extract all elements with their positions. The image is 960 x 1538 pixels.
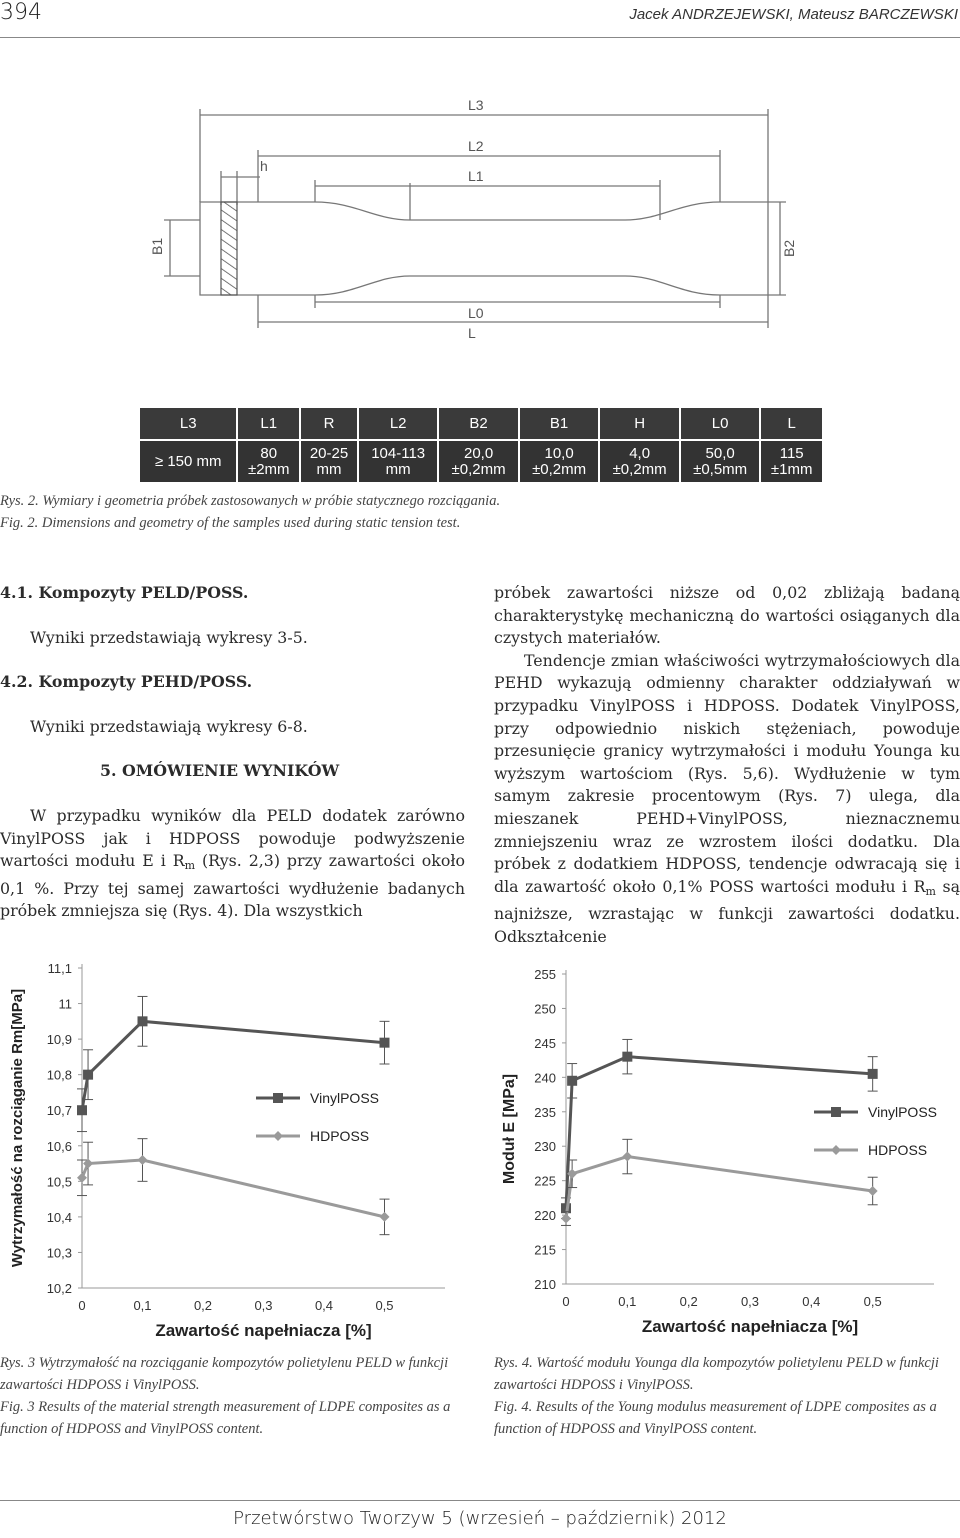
x-axis-label: Zawartość napełniacza [%] [641,1317,859,1336]
x-tick-label: 0,1 [618,1294,637,1309]
y-tick-label: 10,8 [46,1067,72,1083]
sample-geometry-drawing [140,95,810,355]
section-5-heading: 5. OMÓWIENIE WYNIKÓW [100,761,340,781]
data-point [380,1212,390,1222]
right-paragraph-1: próbek zawartości niższe od 0,02 zbliżają badaną charakterystykę mechaniczną do wartości osiąganych dla czystych materiałów. [494,583,960,648]
x-tick-label: 0,4 [802,1294,821,1309]
legend-label: HDPOSS [868,1142,928,1158]
section-4-1-heading: 4.1. Kompozyty PELD/POSS. [0,583,249,602]
running-header-authors: Jacek ANDRZEJEWSKI, Mateusz BARCZEWSKI [629,6,958,23]
y-tick-label: 10,7 [46,1103,72,1119]
table-header: B2 [438,407,519,440]
fig4-caption-pl: Rys. 4. Wartość modułu Younga dla kompozytów polietylenu PELD w funkcji zawartości HDPOSS i VinylPOSS. [494,1355,939,1393]
label-b1: B1 [149,237,165,255]
fig4-caption [494,1352,960,1440]
fig3-caption-en: Fig. 3 Results of the material strength measurement of LDPE composites as a function of HDPOSS and VinylPOSS content. [0,1399,451,1437]
table-cell: 115 ±1mm [760,440,823,483]
y-tick-label: 10,4 [46,1209,72,1225]
legend-marker [831,1107,841,1117]
data-point [622,1152,632,1162]
table-header: L0 [680,407,761,440]
section-4-2-heading: 4.2. Kompozyty PEHD/POSS. [0,672,253,692]
modulus-chart [494,958,960,1348]
legend-marker [273,1093,283,1103]
x-axis-label: Zawartość napełniacza [%] [155,1321,372,1340]
x-tick-label: 0,1 [133,1298,152,1313]
y-tick-label: 215 [534,1242,556,1258]
left-column [0,582,465,923]
data-point [83,1070,93,1080]
y-tick-label: 255 [534,967,556,982]
data-point [622,1052,632,1062]
label-l2: L2 [468,138,484,154]
data-point [567,1076,577,1086]
data-point [380,1038,390,1048]
header-rule [0,37,960,38]
series-line-hdposs [566,1157,873,1219]
table-header-row [139,407,823,440]
fig4-caption-en: Fig. 4. Results of the Young modulus measurement of LDPE composites as a function of HDPOSS and VinylPOSS content. [494,1399,937,1437]
table-header: L1 [237,407,300,440]
table-header: L2 [358,407,438,440]
fig2-caption-en: Fig. 2. Dimensions and geometry of the samples used during static tension test. [0,515,461,531]
y-tick-label: 240 [534,1070,556,1086]
section-4-2-text: Wyniki przedstawiają wykresy 6-8. [30,716,308,736]
label-b2: B2 [781,239,797,257]
data-point [77,1105,87,1115]
table-header: L [760,407,823,440]
legend-label: VinylPOSS [868,1104,937,1120]
label-l3: L3 [468,97,484,113]
label-h: h [260,158,268,174]
footer-rule [0,1500,960,1501]
table-header: B1 [519,407,600,440]
y-tick-label: 11 [58,996,72,1012]
table-cell: ≥ 150 mm [139,440,237,483]
x-tick-label: 0,2 [679,1294,698,1309]
y-tick-label: 10,9 [46,1032,72,1048]
data-point [868,1069,878,1079]
table-header: L3 [139,407,237,440]
x-tick-label: 0,2 [193,1298,213,1313]
fig2-caption [0,490,960,534]
table-cell: 10,0 ±0,2mm [519,440,600,483]
series-line-hdposs [82,1160,385,1217]
dimension-table [138,406,824,484]
y-tick-label: 230 [534,1139,556,1155]
x-tick-label: 0,5 [863,1294,882,1309]
x-tick-label: 0,3 [254,1298,273,1313]
section-4-1-text: Wyniki przedstawiają wykresy 3-5. [30,627,308,647]
label-l: L [468,325,476,341]
table-cell: 20,0 ±0,2mm [438,440,519,483]
y-tick-label: 10,6 [46,1138,72,1154]
right-column [494,582,960,949]
legend-marker [273,1131,283,1141]
legend-marker [831,1145,841,1155]
x-tick-label: 0 [78,1298,86,1313]
table-cell: 50,0 ±0,5mm [680,440,761,483]
page-number: 394 [0,0,42,25]
x-tick-label: 0 [562,1294,570,1309]
y-tick-label: 235 [534,1104,556,1120]
x-tick-label: 0,3 [740,1294,760,1309]
table-cell: 4,0 ±0,2mm [599,440,680,483]
fig2-caption-pl: Rys. 2. Wymiary i geometria próbek zastosowanych w próbie statycznego rozciągania. [0,493,501,509]
x-tick-label: 0,4 [314,1298,334,1313]
label-l1: L1 [468,168,484,184]
y-tick-label: 245 [534,1035,556,1051]
table-row [139,440,823,483]
legend-label: HDPOSS [310,1128,370,1144]
fig3-caption [0,1352,470,1440]
y-tick-label: 11,1 [47,961,72,976]
right-paragraph-2: Tendencje zmian właściwości wytrzymałościowych dla PEHD wykazują odmienny charakter oddziaływań w przypadku VinylPOSS i HDPOSS. Dodatek VinylPOSS, przy odpowiednio niskich stężeniach, powoduje przesunięcie granicy wytrzymałości i modułu Younga ku wyższym wartościom (Rys. 5,6). Wydłużenie w tym samym zakresie procentowym (Rys. 7) ulega, dla mieszanek PEHD+VinylPOSS, nieznacznemu zmniejszeniu wraz ze wzrostem ilości dodatku. Dla próbek z dodatkiem HDPOSS, tendencje odwracają się i dla zawartość około 0,1% POSS wartości modułu i $R_m$ są najniższe, wzrastając w funkcji zawartości dodatku. Odkształcenie [494,650,960,946]
x-tick-label: 0,5 [375,1298,394,1313]
y-tick-label: 10,2 [46,1281,72,1296]
rm-chart [0,958,470,1348]
y-tick-label: 10,3 [46,1245,72,1261]
y-axis-label: Moduł E [MPa] [501,1073,518,1185]
y-axis-label: Wytrzymałość na rozciąganie Rm[MPa] [9,988,26,1268]
table-cell: 80 ±2mm [237,440,300,483]
table-cell: 104-113 mm [358,440,438,483]
data-point [138,1016,148,1026]
section-5-text: W przypadku wyników dla PELD dodatek zarówno VinylPOSS jak i HDPOSS powoduje podwyższenie wartości modułu E i $R_m$ (Rys. 2,3) przy zawartości około 0,1 %. Przy tej samej zawartości wydłużenie badanych próbek zmniejsza się (Rys. 4). Dla wszystkich [0,805,465,921]
label-l0: L0 [468,305,484,321]
table-header: R [300,407,358,440]
table-header: H [599,407,680,440]
data-point [868,1186,878,1196]
legend-label: VinylPOSS [310,1090,379,1106]
y-tick-label: 225 [534,1173,556,1189]
table-cell: 20-25 mm [300,440,358,483]
data-point [138,1155,148,1165]
y-tick-label: 10,5 [46,1174,72,1190]
fig3-caption-pl: Rys. 3 Wytrzymałość na rozciąganie kompozytów polietylenu PELD w funkcji zawartości HDPOSS i VinylPOSS. [0,1355,449,1393]
y-tick-label: 210 [534,1277,556,1292]
y-tick-label: 250 [534,1001,556,1017]
journal-footer: Przetwórstwo Tworzyw 5 (wrzesień – październik) 2012 [233,1508,727,1529]
y-tick-label: 220 [534,1208,556,1224]
